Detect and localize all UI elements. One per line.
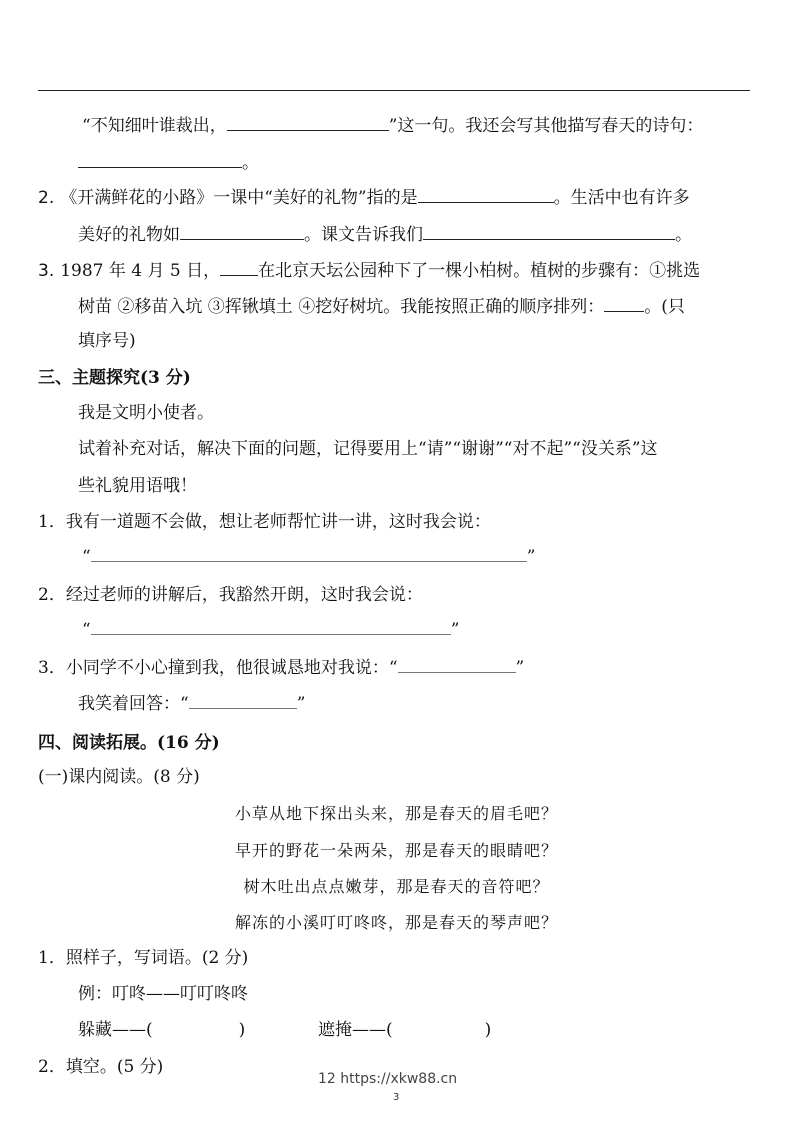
answer-line-1[interactable]	[91, 547, 527, 562]
open-quote: “	[388, 658, 398, 678]
q3-text-a: 1987 年 4 月 5 日，	[60, 261, 221, 281]
close-quote: ”	[450, 620, 460, 640]
section3-intro2a: 试着补充对话，解决下面的问题，记得要用上“请”“谢谢”“对不起”“没关系”这	[78, 439, 658, 459]
close-quote: ”	[296, 694, 306, 714]
q3-line2	[78, 294, 685, 319]
section4-example: 例：叮咚——叮叮咚咚	[78, 984, 248, 1004]
poem-line-3: 树木吐出点点嫩芽，那是春天的音符吧？	[243, 877, 550, 896]
q2-text-a: 《开满鲜花的小路》一课中“美好的礼物”指的是	[60, 188, 418, 208]
q2-blank-2[interactable]	[180, 222, 304, 240]
q1-continuation-line2	[78, 150, 259, 175]
section3-q3	[38, 656, 524, 680]
q2-line1	[38, 185, 690, 210]
q3-blank-1[interactable]	[220, 258, 258, 276]
q3-line3: 填序号)	[78, 331, 136, 351]
section3-q1: 1．我有一道题不会做，想让老师帮忙讲一讲，这时我会说：	[38, 512, 491, 532]
answer-line-3[interactable]	[398, 658, 516, 673]
close-quote: ”	[526, 547, 536, 567]
section3-q1-answer	[82, 545, 535, 569]
q3-blank-2[interactable]	[604, 294, 644, 312]
section3-q2: 2．经过老师的讲解后，我豁然开朗，这时我会说：	[38, 585, 423, 605]
q2-text-e: 。	[675, 225, 692, 245]
paren-close: )	[238, 1020, 246, 1040]
section3-q3-text: 3．小同学不小心撞到我，他很诚恳地对我说：	[38, 658, 389, 678]
q1-blank-1[interactable]	[227, 113, 389, 131]
section4-q2: 2．填空。(5 分)	[38, 1057, 164, 1077]
section3-q3b	[78, 692, 305, 716]
q2-line2	[78, 222, 692, 247]
section4-title: 四、阅读拓展。(16 分)	[38, 733, 220, 753]
q3-number: 3.	[38, 261, 55, 281]
q1-continuation-line1	[82, 113, 703, 138]
q2-text-d: 。课文告诉我们	[304, 225, 423, 245]
section3-title: 三、主题探究(3 分)	[38, 368, 191, 388]
word-blank-2	[318, 1018, 491, 1042]
q2-blank-3[interactable]	[423, 222, 675, 240]
section3-intro1: 我是文明小使者。	[78, 403, 214, 423]
section3-intro2b: 些礼貌用语哦！	[78, 476, 197, 496]
section3-q2-answer	[82, 618, 459, 642]
poem-line-2: 早开的野花一朵两朵，那是春天的眼睛吧？	[234, 841, 558, 860]
q2-number: 2.	[38, 188, 55, 208]
q1-end: 。	[242, 153, 259, 173]
open-quote: “	[82, 620, 91, 640]
word-blank-2-label: 遮掩——(	[318, 1020, 393, 1040]
q1-text-a: “不知细叶谁裁出，	[82, 116, 227, 136]
word-blank-1-label: 躲藏——(	[78, 1020, 153, 1040]
q3-text-d: 。(只	[644, 297, 685, 317]
open-quote: “	[180, 694, 189, 714]
q3-line1	[38, 258, 700, 283]
answer-line-4[interactable]	[189, 694, 297, 709]
q2-text-b: 。生活中也有许多	[553, 188, 690, 208]
section4-sub1: (一)课内阅读。(8 分)	[38, 767, 200, 787]
word-blank-1	[78, 1018, 245, 1042]
page-number: 3	[393, 1092, 400, 1103]
section3-q3b-text: 我笑着回答：	[78, 694, 180, 714]
open-quote: “	[82, 547, 91, 567]
section4-q1: 1．照样子，写词语。(2 分)	[38, 948, 249, 968]
q2-blank-1[interactable]	[418, 185, 554, 203]
q1-blank-2[interactable]	[78, 150, 242, 168]
q3-text-c: 树苗 ②移苗入坑 ③挥锹填土 ④挖好树坑。我能按照正确的顺序排列：	[78, 297, 605, 317]
paren-close: )	[484, 1020, 492, 1040]
q3-text-b: 在北京天坛公园种下了一棵小柏树。植树的步骤有：①挑选	[258, 261, 701, 281]
q1-text-b: ”这一句。我还会写其他描写春天的诗句：	[388, 116, 704, 136]
q2-text-c: 美好的礼物如	[78, 225, 180, 245]
header-rule	[38, 90, 750, 91]
close-quote: ”	[515, 658, 525, 678]
watermark: 12 https://xkw88.cn	[318, 1071, 458, 1087]
poem-line-1: 小草从地下探出头来，那是春天的眉毛吧？	[234, 804, 558, 823]
poem-line-4: 解冻的小溪叮叮咚咚，那是春天的琴声吧？	[234, 913, 558, 932]
answer-line-2[interactable]	[91, 620, 451, 635]
